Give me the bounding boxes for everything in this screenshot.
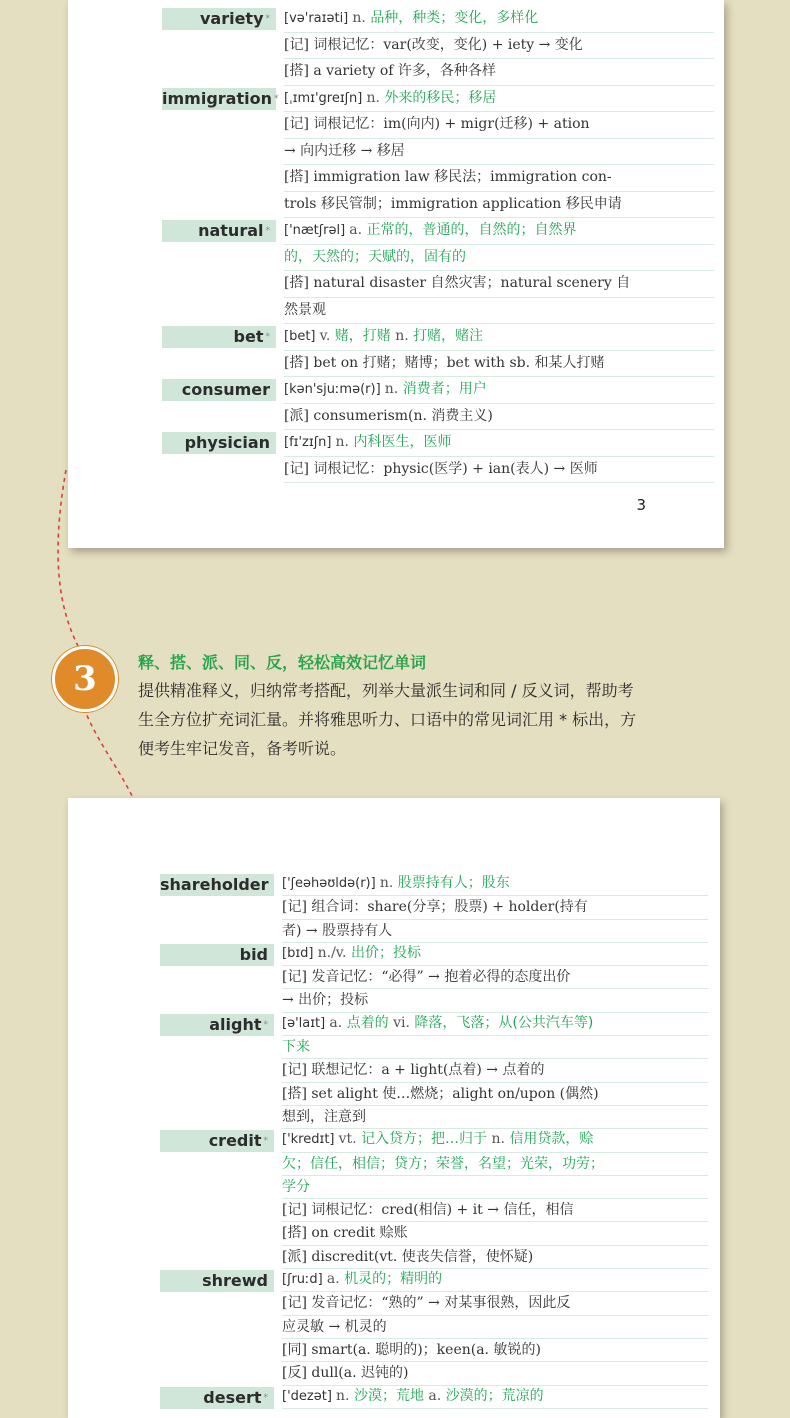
ielts-star-mark: * (273, 93, 279, 104)
feature-desc-line: 提供精准释义，归纳常考搭配，列举大量派生词和同 / 反义词，帮助考 (138, 681, 634, 700)
definition-line (282, 872, 708, 896)
note-line (284, 245, 714, 272)
note-line (282, 989, 708, 1012)
definition-line (284, 324, 714, 351)
feature-title: 释、搭、派、同、反，轻松高效记忆单词 (138, 653, 427, 672)
part-of-speech: n./v. (317, 944, 351, 961)
part-of-speech: n. (335, 434, 354, 450)
note-line (284, 351, 714, 378)
note-line (282, 1199, 708, 1222)
note-line (282, 1222, 708, 1245)
note-text: [搭] on credit 赊账 (282, 1225, 408, 1242)
definition-text: 正常的，普通的，自然的；自然界 (366, 222, 577, 238)
headword-physician (162, 432, 276, 454)
headword-text: shrewd (202, 1271, 268, 1291)
dictionary-entry (160, 872, 708, 943)
note-line (282, 1316, 708, 1339)
definition-text: 的，天然的；天赋的，固有的 (284, 248, 466, 265)
headword-natural (162, 220, 276, 242)
note-text: 想到，注意到 (282, 1108, 366, 1125)
headword-text: consumer (181, 380, 270, 399)
headword-bid (160, 944, 274, 966)
note-text: [派] discredit(vt. 使丧失信誉，使怀疑) (282, 1248, 534, 1265)
note-line (282, 1036, 708, 1059)
note-text: trols 移民管制；immigration application 移民申请 (284, 195, 622, 212)
headword-text: physician (184, 433, 270, 452)
ielts-star-mark: * (265, 226, 270, 236)
dictionary-entry (162, 324, 714, 377)
part-of-speech: vt. (338, 1131, 362, 1148)
note-text: [搭] a variety of 许多，各种各样 (284, 63, 496, 79)
dictionary-entry (162, 86, 714, 219)
note-text: → 向内迁移 → 移居 (284, 142, 405, 159)
definition-line (284, 86, 714, 113)
headword-text: alight (209, 1014, 262, 1034)
feature-desc-line: 便考生牢记发音，备考听说。 (138, 739, 347, 758)
note-line (284, 139, 714, 166)
phonetic-text: [bet] (284, 329, 320, 344)
note-line (284, 271, 714, 298)
dictionary-entry (162, 6, 714, 86)
headword-bet (162, 326, 276, 348)
headword-text: variety (199, 9, 264, 28)
note-text: 者) → 股票持有人 (282, 922, 393, 939)
note-text: [记] 词根记忆：var(改变，变化) + iety → 变化 (284, 36, 583, 53)
part-of-speech: a. (349, 222, 367, 238)
note-line (282, 1292, 708, 1315)
note-text: [同] smart(a. 聪明的)；keen(a. 敏锐的) (282, 1341, 541, 1358)
part-of-speech: n. (366, 89, 385, 106)
ielts-star-mark: * (263, 1392, 268, 1403)
definition-line (284, 430, 714, 457)
definition-text: 点着的 (346, 1014, 394, 1031)
part-of-speech: a. (326, 1271, 345, 1288)
definition-text: 机灵的；精明的 (344, 1271, 443, 1288)
headword-text: desert (203, 1387, 262, 1407)
ielts-star-mark: * (263, 1136, 268, 1147)
headword-immigration (162, 88, 279, 110)
phonetic-text: [ə'laɪt] (282, 1015, 330, 1031)
definition-text: 内科医生，医师 (353, 434, 452, 450)
note-line (282, 1106, 708, 1129)
headword-text: immigration (162, 88, 272, 108)
phonetic-text: ['nætʃrəl] (284, 223, 350, 238)
dictionary-entry (160, 1012, 708, 1129)
note-text: 应灵敏 → 机灵的 (282, 1318, 387, 1335)
definition-text: 外来的移民；移居 (384, 89, 497, 106)
ielts-star-mark: * (265, 14, 270, 24)
note-line (284, 457, 714, 484)
definition-text: 下来 (282, 1039, 310, 1056)
note-text: [搭] natural disaster 自然灾害；natural scenery 自 (284, 275, 631, 291)
part-of-speech: n. (491, 1131, 510, 1148)
headword-text: natural (198, 221, 264, 240)
definition-text: 出价；投标 (350, 944, 421, 961)
definition-text: 降落，飞落；从(公共汽车等) (414, 1014, 594, 1031)
headword-text: credit (208, 1131, 262, 1151)
phonetic-text: ['ʃeəhəʊldə(r)] (282, 876, 380, 891)
headword-desert (160, 1387, 274, 1409)
feature-number-badge: 3 (52, 646, 118, 712)
note-text: 然景观 (284, 301, 326, 318)
bottom-page-card (68, 798, 720, 1418)
definition-text: 沙漠的；荒凉的 (445, 1387, 544, 1404)
note-text: → 出价；投标 (282, 992, 369, 1009)
note-line (282, 1059, 708, 1082)
part-of-speech: n. (384, 381, 403, 397)
headword-shareholder (160, 874, 274, 896)
definition-text: 记入贷方；把…归于 (361, 1131, 492, 1148)
dictionary-entry (162, 218, 714, 324)
note-text: [反] dull(a. 迟钝的) (282, 1365, 409, 1382)
part-of-speech: n. (352, 10, 371, 26)
dictionary-entry (162, 377, 714, 430)
headword-text: bid (239, 944, 268, 964)
definition-line (284, 6, 714, 33)
phonetic-text: ['kredɪt] (282, 1132, 339, 1148)
definition-line (284, 218, 714, 245)
definition-line (282, 1268, 708, 1292)
note-text: [记] 词根记忆：im(向内) + migr(迁移) + ation (284, 116, 590, 132)
note-line (284, 165, 714, 192)
note-line (284, 404, 714, 431)
definition-line (282, 1012, 708, 1036)
note-line (282, 966, 708, 989)
part-of-speech: n. (336, 1387, 354, 1404)
phonetic-text: [fɪ'zɪʃn] (284, 435, 336, 450)
headword-text: shareholder (160, 875, 269, 894)
headword-shrewd (160, 1270, 274, 1292)
note-line (284, 192, 714, 219)
note-line (282, 920, 708, 943)
part-of-speech: v. (319, 328, 335, 344)
note-line (284, 33, 714, 60)
phonetic-text: [bɪd] (282, 945, 318, 961)
page-number: 3 (636, 496, 646, 514)
note-text: [记] 组合词：share(分享；股票) + holder(持有 (282, 899, 588, 916)
definition-text: 消费者；用户 (402, 381, 487, 397)
part-of-speech: a. (428, 1387, 446, 1404)
definition-text: 欠；信任，相信；贷方；荣誉，名望；光荣，功劳； (282, 1155, 604, 1172)
note-line (282, 896, 708, 919)
feature-description (138, 676, 738, 763)
definition-text: 信用贷款，赊 (509, 1131, 594, 1148)
headword-variety (162, 8, 276, 30)
phonetic-text: [ʃruːd] (282, 1272, 327, 1288)
note-text: [记] 发音记忆：“必得” → 抱着必得的态度出价 (282, 969, 571, 986)
note-line (282, 1246, 708, 1269)
definition-text: 学分 (282, 1178, 310, 1195)
part-of-speech: n. (379, 875, 398, 891)
headword-consumer (162, 379, 276, 401)
note-line (282, 1362, 708, 1385)
note-text: [派] consumerism(n. 消费主义) (284, 407, 493, 424)
definition-line (282, 942, 708, 966)
phonetic-text: [və'raɪəti] (284, 11, 353, 26)
definition-line (282, 1128, 708, 1152)
definition-line (282, 1385, 708, 1409)
top-page-card (68, 0, 724, 548)
note-line (282, 1083, 708, 1106)
note-text: [搭] immigration law 移民法；immigration con- (284, 169, 612, 185)
definition-line (284, 377, 714, 404)
note-line (282, 1176, 708, 1199)
part-of-speech: a. (329, 1014, 347, 1031)
dictionary-entry (160, 1268, 708, 1385)
note-line (282, 1153, 708, 1176)
ielts-star-mark: * (263, 1019, 268, 1030)
ielts-star-mark: * (265, 332, 270, 342)
note-text: [搭] bet on 打赌；赌博；bet with sb. 和某人打赌 (284, 354, 605, 371)
note-text: [记] 词根记忆：cred(相信) + it → 信任，相信 (282, 1202, 574, 1219)
definition-text: 股票持有人；股东 (397, 875, 510, 891)
note-line (284, 298, 714, 325)
note-line (282, 1339, 708, 1362)
part-of-speech: vi. (393, 1014, 415, 1031)
phonetic-text: [ˌɪmɪ'greɪʃn] (284, 90, 367, 106)
feature-desc-line: 生全方位扩充词汇量。并将雅思听力、口语中的常见词汇用 * 标出，方 (138, 710, 637, 729)
dictionary-entry (160, 1385, 708, 1409)
headword-credit (160, 1130, 274, 1152)
note-text: [记] 词根记忆：physic(医学) + ian(表人) → 医师 (284, 460, 598, 477)
note-text: [记] 发音记忆：“熟的” → 对某事很熟，因此反 (282, 1295, 571, 1312)
headword-text: bet (233, 327, 264, 346)
dictionary-entry (160, 1128, 708, 1269)
dictionary-entry (160, 942, 708, 1013)
note-text: [记] 联想记忆：a + light(点着) → 点着的 (282, 1062, 545, 1079)
note-text: [搭] set alight 使…燃烧；alight on/upon (偶然) (282, 1085, 599, 1102)
definition-text: 赌，打赌 (334, 328, 396, 344)
note-line (284, 112, 714, 139)
phonetic-text: ['dezət] (282, 1388, 337, 1404)
definition-text: 打赌，赌注 (413, 328, 484, 344)
headword-alight (160, 1014, 274, 1036)
phonetic-text: [kən'sjuːmə(r)] (284, 382, 385, 397)
note-line (284, 59, 714, 86)
definition-text: 品种，种类；变化，多样化 (370, 10, 539, 26)
definition-text: 沙漠；荒地 (353, 1387, 429, 1404)
part-of-speech: n. (395, 328, 414, 344)
dictionary-entry (162, 430, 714, 483)
